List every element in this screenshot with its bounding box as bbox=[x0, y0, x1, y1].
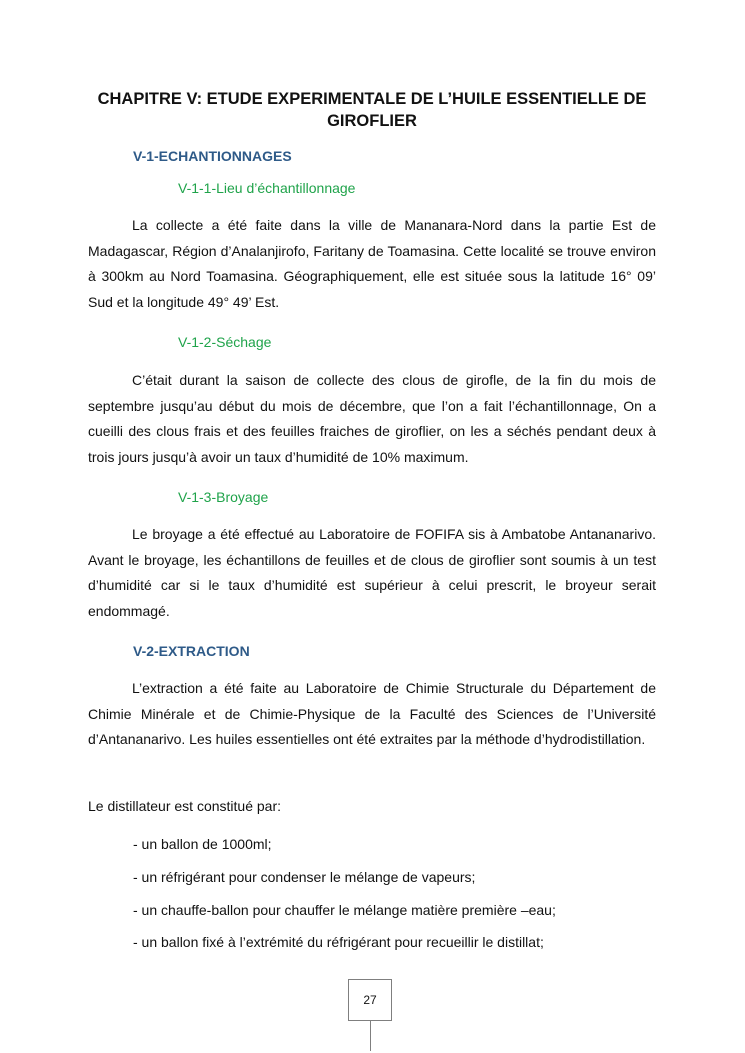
list-item: - un chauffe-ballon pour chauffer le mélange matière première –eau; bbox=[133, 902, 556, 918]
subsection-heading-lieu: V-1-1-Lieu d’échantillonnage bbox=[178, 180, 356, 196]
page-number-box bbox=[348, 979, 392, 1021]
chapter-title: CHAPITRE V: ETUDE EXPERIMENTALE DE L’HUILE ESSENTIELLE DE GIROFLIER bbox=[97, 90, 647, 130]
paragraph-sechage: C’était durant la saison de collecte des clous de girofle, de la fin du mois de septembre jusqu’au début du mois de décembre, que l’on a fait l’échantillonnage, On a cueilli des clous frais et des feuilles fraiches de giroflier, on les a séchés pendant deux à trois jours jusqu’à avoir un taux d’humidité de 10% maximum. bbox=[88, 372, 656, 466]
section-heading-echantionnages: V-1-ECHANTIONNAGES bbox=[133, 148, 292, 164]
page-number-connector bbox=[370, 1021, 371, 1051]
list-item: - un ballon fixé à l’extrémité du réfrigérant pour recueillir le distillat; bbox=[133, 934, 544, 950]
list-item: - un réfrigérant pour condenser le mélange de vapeurs; bbox=[133, 869, 476, 885]
list-item: - un ballon de 1000ml; bbox=[133, 836, 272, 852]
subsection-heading-broyage: V-1-3-Broyage bbox=[178, 489, 269, 505]
subsection-heading-sechage: V-1-2-Séchage bbox=[178, 334, 272, 350]
paragraph-lieu: La collecte a été faite dans la ville de Mananara-Nord dans la partie Est de Madagascar, Région d’Analanjirofo, Faritany de Toamasina. Cette localité se trouve environ à 300km au Nord Toamasina. Géographiquement, elle est située sous la latitude 16° 09’ Sud et la longitude 49° 49’ Est. bbox=[88, 217, 656, 311]
paragraph-broyage: Le broyage a été effectué au Laboratoire de FOFIFA sis à Ambatobe Antananarivo. Avant le broyage, les échantillons de feuilles et de clous de giroflier sont soumis à un test d’humidité car si le taux d’humidité est supérieur à celui prescrit, le broyeur serait endommagé. bbox=[88, 526, 656, 620]
page-number: 27 bbox=[363, 993, 377, 1007]
distillateur-intro: Le distillateur est constitué par: bbox=[88, 798, 281, 814]
section-heading-extraction: V-2-EXTRACTION bbox=[133, 643, 250, 659]
paragraph-extraction: L’extraction a été faite au Laboratoire de Chimie Structurale du Département de Chimie Minérale et de Chimie-Physique de la Faculté des Sciences de l’Université d’Antananarivo. Les huiles essentielles ont été extraites par la méthode d’hydrodistillation. bbox=[88, 680, 656, 748]
